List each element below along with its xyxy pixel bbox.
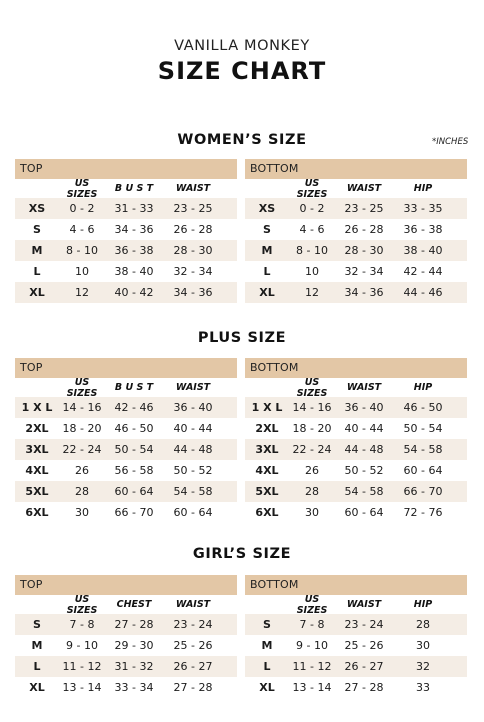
table-cell: 28 [305, 485, 319, 498]
table-cell: 30 [75, 506, 89, 519]
section-title-womens-size: WOMEN’S SIZE [177, 132, 307, 148]
table-cell: 13 - 14 [62, 681, 102, 694]
table-row [245, 219, 467, 240]
plus-size-top-table [15, 358, 237, 523]
table-row [15, 198, 237, 219]
column-header: US SIZES [66, 177, 98, 200]
table-row [15, 219, 237, 240]
table-cell: 50 - 52 [173, 464, 213, 477]
table-cell: 23 - 24 [344, 618, 384, 631]
size-label: M [31, 244, 43, 257]
section-title-girls-size: GIRL’S SIZE [192, 546, 292, 562]
table-row [245, 635, 467, 656]
table-cell: 50 - 54 [114, 443, 154, 456]
table-row [245, 240, 467, 261]
table-cell: 4 - 6 [299, 223, 325, 236]
table-cell: 0 - 2 [69, 202, 95, 215]
womens-size-bottom-table [245, 159, 467, 303]
womens-size-top-table [15, 159, 237, 303]
size-label: XL [259, 681, 275, 694]
section-title-plus-size: PLUS SIZE [197, 330, 287, 346]
column-header: CHEST [116, 599, 152, 610]
table-row [15, 614, 237, 635]
table-cell: 26 - 28 [173, 223, 213, 236]
table-row [245, 460, 467, 481]
column-header: US SIZES [66, 593, 98, 616]
size-label: XS [258, 202, 276, 215]
table-cell: 34 - 36 [114, 223, 154, 236]
table-cell: 60 - 64 [403, 464, 443, 477]
column-headers [245, 378, 467, 397]
size-label: 5XL [25, 485, 49, 498]
table-row [15, 677, 237, 698]
table-cell: 11 - 12 [62, 660, 102, 673]
table-cell: 44 - 48 [173, 443, 213, 456]
table-cell: 26 - 27 [344, 660, 384, 673]
table-cell: 40 - 44 [173, 422, 213, 435]
table-cell: 27 - 28 [173, 681, 213, 694]
table-cell: 31 - 33 [114, 202, 154, 215]
table-header-bar: BOTTOM [245, 358, 467, 378]
brand-name: VANILLA MONKEY [174, 38, 310, 54]
table-cell: 11 - 12 [292, 660, 332, 673]
size-label: XL [29, 286, 45, 299]
table-row [15, 502, 237, 523]
size-label: S [33, 223, 41, 236]
column-header: WAIST [175, 183, 211, 194]
table-cell: 9 - 10 [66, 639, 98, 652]
table-cell: 18 - 20 [62, 422, 102, 435]
column-header: WAIST [346, 382, 382, 393]
table-cell: 30 [416, 639, 430, 652]
table-row [15, 460, 237, 481]
size-label: 6XL [25, 506, 49, 519]
size-label: 4XL [25, 464, 49, 477]
size-label: S [263, 618, 271, 631]
table-row [245, 397, 467, 418]
table-cell: 50 - 52 [344, 464, 384, 477]
size-label: 3XL [25, 443, 49, 456]
size-label: 3XL [255, 443, 279, 456]
table-row [245, 656, 467, 677]
table-header-bar: TOP [15, 575, 237, 595]
table-cell: 46 - 50 [114, 422, 154, 435]
girls-size-top-table [15, 575, 237, 698]
table-cell: 28 [416, 618, 430, 631]
girls-size-bottom-table [245, 575, 467, 698]
size-label: M [31, 639, 43, 652]
table-cell: 27 - 28 [344, 681, 384, 694]
size-label: M [261, 639, 273, 652]
table-cell: 44 - 46 [403, 286, 443, 299]
column-headers [245, 595, 467, 614]
table-cell: 28 - 30 [344, 244, 384, 257]
table-cell: 26 - 27 [173, 660, 213, 673]
table-cell: 60 - 64 [344, 506, 384, 519]
table-cell: 34 - 36 [173, 286, 213, 299]
table-cell: 32 - 34 [173, 265, 213, 278]
table-header-bar: BOTTOM [245, 575, 467, 595]
table-cell: 46 - 50 [403, 401, 443, 414]
table-row [245, 439, 467, 460]
table-cell: 4 - 6 [69, 223, 95, 236]
table-cell: 32 - 34 [344, 265, 384, 278]
size-label: L [263, 265, 271, 278]
column-headers [245, 179, 467, 198]
table-row [245, 481, 467, 502]
table-cell: 22 - 24 [62, 443, 102, 456]
table-cell: 34 - 36 [344, 286, 384, 299]
table-cell: 66 - 70 [114, 506, 154, 519]
table-cell: 38 - 40 [403, 244, 443, 257]
table-cell: 22 - 24 [292, 443, 332, 456]
table-cell: 40 - 42 [114, 286, 154, 299]
table-cell: 36 - 38 [114, 244, 154, 257]
column-header: HIP [413, 599, 433, 610]
table-cell: 54 - 58 [344, 485, 384, 498]
column-header: B U S T [114, 382, 154, 393]
column-header: WAIST [175, 599, 211, 610]
table-row [245, 677, 467, 698]
column-header: US SIZES [296, 376, 328, 399]
table-cell: 18 - 20 [292, 422, 332, 435]
table-cell: 25 - 26 [344, 639, 384, 652]
size-label: 4XL [255, 464, 279, 477]
table-header-bar: TOP [15, 159, 237, 179]
size-label: M [261, 244, 273, 257]
table-cell: 33 - 35 [403, 202, 443, 215]
table-cell: 25 - 26 [173, 639, 213, 652]
table-cell: 7 - 8 [69, 618, 95, 631]
table-cell: 8 - 10 [66, 244, 98, 257]
column-header: WAIST [175, 382, 211, 393]
column-header: B U S T [114, 183, 154, 194]
table-row [245, 614, 467, 635]
table-cell: 36 - 40 [344, 401, 384, 414]
table-cell: 32 [416, 660, 430, 673]
column-headers [15, 179, 237, 198]
table-cell: 36 - 40 [173, 401, 213, 414]
table-row [15, 397, 237, 418]
size-label: XL [259, 286, 275, 299]
column-header: WAIST [346, 599, 382, 610]
table-cell: 56 - 58 [114, 464, 154, 477]
table-cell: 28 - 30 [173, 244, 213, 257]
table-cell: 72 - 76 [403, 506, 443, 519]
table-cell: 29 - 30 [114, 639, 154, 652]
table-row [15, 656, 237, 677]
size-label: L [263, 660, 271, 673]
table-cell: 50 - 54 [403, 422, 443, 435]
table-row [15, 418, 237, 439]
table-cell: 42 - 46 [114, 401, 154, 414]
size-label: L [33, 265, 41, 278]
table-row [15, 481, 237, 502]
table-header-bar: BOTTOM [245, 159, 467, 179]
table-cell: 12 [305, 286, 319, 299]
table-cell: 14 - 16 [62, 401, 102, 414]
table-cell: 60 - 64 [114, 485, 154, 498]
size-label: 1 X L [21, 401, 53, 414]
size-label: 2XL [25, 422, 49, 435]
table-cell: 23 - 25 [344, 202, 384, 215]
size-label: 1 X L [251, 401, 283, 414]
table-cell: 0 - 2 [299, 202, 325, 215]
table-cell: 23 - 24 [173, 618, 213, 631]
table-cell: 23 - 25 [173, 202, 213, 215]
table-cell: 54 - 58 [403, 443, 443, 456]
table-cell: 26 [305, 464, 319, 477]
size-label: L [33, 660, 41, 673]
table-row [15, 635, 237, 656]
column-header: WAIST [346, 183, 382, 194]
page-title: SIZE CHART [157, 57, 327, 85]
table-cell: 33 [416, 681, 430, 694]
table-cell: 27 - 28 [114, 618, 154, 631]
column-headers [15, 378, 237, 397]
size-label: XL [29, 681, 45, 694]
column-header: US SIZES [296, 593, 328, 616]
table-row [245, 418, 467, 439]
table-row [245, 198, 467, 219]
table-cell: 8 - 10 [296, 244, 328, 257]
size-label: 6XL [255, 506, 279, 519]
column-header: HIP [413, 183, 433, 194]
units-note: *INCHES [432, 137, 469, 147]
table-cell: 66 - 70 [403, 485, 443, 498]
table-cell: 36 - 38 [403, 223, 443, 236]
table-cell: 54 - 58 [173, 485, 213, 498]
table-cell: 12 [75, 286, 89, 299]
table-row [245, 282, 467, 303]
table-cell: 10 [305, 265, 319, 278]
table-cell: 40 - 44 [344, 422, 384, 435]
table-cell: 42 - 44 [403, 265, 443, 278]
table-cell: 10 [75, 265, 89, 278]
table-cell: 38 - 40 [114, 265, 154, 278]
table-row [15, 240, 237, 261]
column-headers [15, 595, 237, 614]
table-cell: 9 - 10 [296, 639, 328, 652]
table-row [15, 282, 237, 303]
column-header: HIP [413, 382, 433, 393]
column-header: US SIZES [66, 376, 98, 399]
table-cell: 14 - 16 [292, 401, 332, 414]
table-cell: 13 - 14 [292, 681, 332, 694]
table-row [245, 261, 467, 282]
table-cell: 31 - 32 [114, 660, 154, 673]
size-label: S [263, 223, 271, 236]
table-cell: 30 [305, 506, 319, 519]
table-cell: 60 - 64 [173, 506, 213, 519]
size-label: S [33, 618, 41, 631]
size-label: XS [28, 202, 46, 215]
table-row [15, 439, 237, 460]
table-cell: 7 - 8 [299, 618, 325, 631]
table-row [245, 502, 467, 523]
column-header: US SIZES [296, 177, 328, 200]
table-header-bar: TOP [15, 358, 237, 378]
table-cell: 33 - 34 [114, 681, 154, 694]
plus-size-bottom-table [245, 358, 467, 523]
size-label: 5XL [255, 485, 279, 498]
table-cell: 28 [75, 485, 89, 498]
size-label: 2XL [255, 422, 279, 435]
table-row [15, 261, 237, 282]
table-cell: 26 - 28 [344, 223, 384, 236]
table-cell: 26 [75, 464, 89, 477]
table-cell: 44 - 48 [344, 443, 384, 456]
